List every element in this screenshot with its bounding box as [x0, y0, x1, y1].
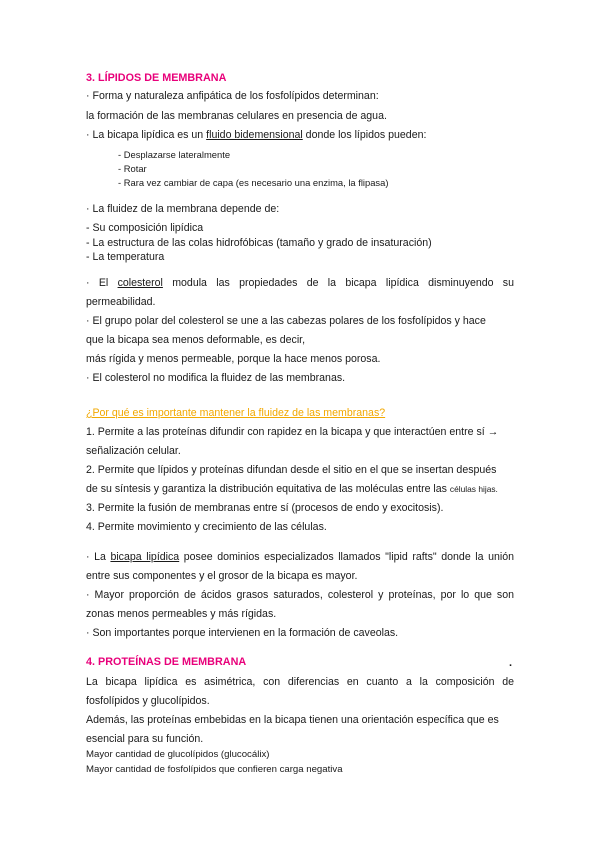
numbered-item: 2. Permite que lípidos y proteínas difundan desde el sitio en el que se insertan después [86, 464, 497, 476]
text-fragment: posee dominios especializados llamados "lipid rafts" donde la unión [179, 551, 514, 563]
underlined-term: bicapa lipídica [110, 551, 180, 563]
text-line: entre sus componentes y el grosor de la bicapa es mayor. [86, 570, 358, 582]
underlined-term: fluido bidemensional [206, 129, 303, 141]
text-line: · Forma y naturaleza anfipática de los fosfolípidos determinan: [86, 90, 379, 102]
text-line: la formación de las membranas celulares en presencia de agua. [86, 110, 387, 122]
text-line: zonas menos permeables y más rígidas. [86, 608, 277, 620]
note-line: Mayor cantidad de glucolípidos (glucocálix) [86, 749, 270, 760]
text-line: · Mayor proporción de ácidos grasos saturados, colesterol y proteínas, por lo que son [86, 589, 514, 601]
text-fragment: modula las propiedades de la bicapa lipídica disminuyendo su [162, 277, 514, 289]
underlined-term: colesterol [117, 277, 163, 289]
section-heading-lipidos: 3. LÍPIDOS DE MEMBRANA [86, 72, 227, 84]
list-item: - Su composición lipídica [86, 222, 204, 234]
text-fragment: · La bicapa lipídica es un [86, 129, 207, 141]
sub-list-item: - Rara vez cambiar de capa (es necesario una enzima, la flipasa) [118, 177, 389, 188]
text-line [86, 482, 498, 496]
text-line [86, 550, 514, 564]
text-line: esencial para su función. [86, 733, 204, 745]
text-line: · La fluidez de la membrana depende de: [86, 203, 280, 215]
numbered-item: 1. Permite a las proteínas difundir con rapidez en la bicapa y que interactúen entre sí → [86, 426, 499, 438]
sub-list-item: - Desplazarse lateralmente [118, 149, 231, 160]
text-line: más rígida y menos permeable, porque la hace menos porosa. [86, 353, 381, 365]
small-text-fragment: células hijas. [449, 484, 498, 494]
text-line: que la bicapa sea menos deformable, es decir, [86, 334, 306, 346]
numbered-item: 4. Permite movimiento y crecimiento de las células. [86, 521, 327, 533]
text-line: La bicapa lipídica es asimétrica, con diferencias en cuanto a la composición de [86, 676, 514, 688]
text-fragment: · La [86, 551, 111, 563]
text-fragment: de su síntesis y garantiza la distribución equitativa de las moléculas entre las [86, 483, 450, 495]
text-line: · El grupo polar del colesterol se une a las cabezas polares de los fosfolípidos y hace [86, 315, 486, 327]
section-heading-proteinas: 4. PROTEÍNAS DE MEMBRANA [86, 656, 247, 668]
list-item: - La temperatura [86, 251, 165, 263]
list-item: - La estructura de las colas hidrofóbicas (tamaño y grado de insaturación) [86, 237, 432, 249]
text-line: · El colesterol no modifica la fluidez de las membranas. [86, 372, 346, 384]
question-heading: ¿Por qué es importante mantener la fluidez de las membranas? [86, 407, 386, 419]
text-line: señalización celular. [86, 445, 181, 457]
text-line: fosfolípidos y glucolípidos. [86, 695, 210, 707]
sub-list-item: - Rotar [118, 163, 147, 174]
text-line [86, 276, 514, 290]
text-line: permeabilidad. [86, 296, 156, 308]
text-fragment: donde los lípidos pueden: [302, 129, 427, 141]
trailing-dot: . [509, 657, 513, 669]
numbered-item: 3. Permite la fusión de membranas entre sí (procesos de endo y exocitosis). [86, 502, 444, 514]
text-line [86, 128, 426, 142]
text-line: Además, las proteínas embebidas en la bicapa tienen una orientación específica que es [86, 714, 499, 726]
text-line: · Son importantes porque intervienen en la formación de caveolas. [86, 627, 399, 639]
note-line: Mayor cantidad de fosfolípidos que confieren carga negativa [86, 764, 343, 775]
text-fragment: · El [86, 277, 118, 289]
